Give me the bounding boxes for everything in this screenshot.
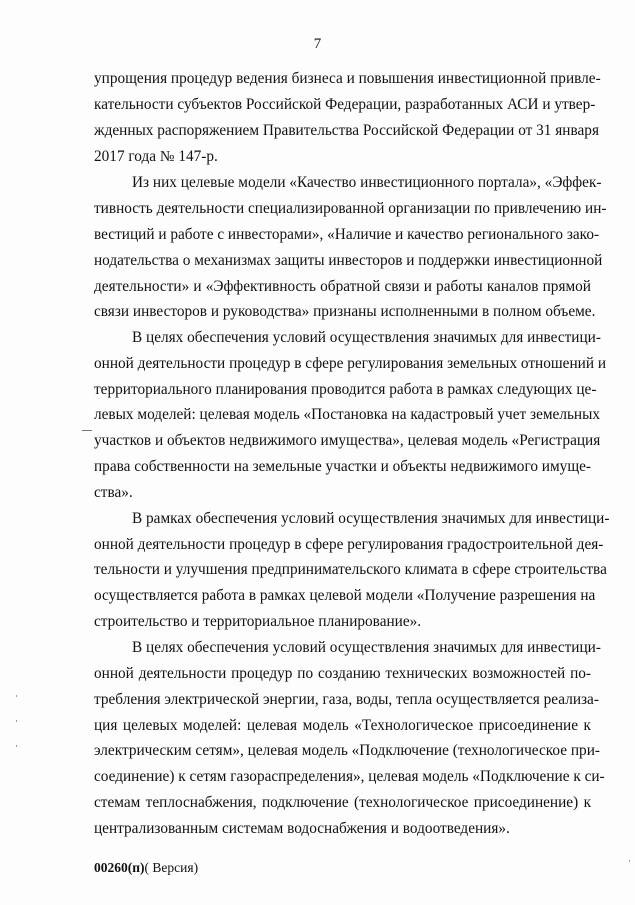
paragraph-4-line-2: онной деятельности процедур в сфере регулирования градостроительной дея- <box>94 536 604 553</box>
paragraph-2-line-4: нодательства о механизмах защиты инвесторов и поддержки инвестиционной <box>94 252 603 269</box>
paragraph-4-line-4: осуществляется работа в рамках целевой модели «Получение разрешения на <box>94 587 596 604</box>
paragraph-4-line-5: строительство и территориальное планирование». <box>94 613 422 630</box>
paragraph-5-line-3: требления электрической энергии, газа, воды, тепла осуществляется реализа- <box>94 691 599 708</box>
scan-speck <box>16 695 17 697</box>
paragraph-1-line-2: кательности субъектов Российской Федерации, разработанных АСИ и утвер- <box>94 96 596 113</box>
document-code: 00260(п) <box>94 860 145 875</box>
paragraph-3-line-3: территориального планирования проводится работа в рамках следующих це- <box>94 381 597 398</box>
paragraph-3-line-1: В целях обеспечения условий осуществления значимых для инвестици- <box>132 329 601 346</box>
paragraph-1-line-3: жденных распоряжением Правительства Российской Федерации от 31 января <box>94 122 599 139</box>
paragraph-2-line-3: вестиций и работе с инвесторами», «Наличие и качество регионального зако- <box>94 226 600 243</box>
document-version: ( Версия) <box>144 860 199 875</box>
paragraph-5-line-5: электрическим сетям», целевая модель «Подключение (технологическое при- <box>94 742 600 759</box>
scan-speck <box>629 860 630 862</box>
paragraph-1-line-4: 2017 года № 147-р. <box>94 148 218 165</box>
paragraph-4-line-1: В рамках обеспечения условий осуществления значимых для инвестици- <box>132 510 610 527</box>
paragraph-1-line-1: упрощения процедур ведения бизнеса и повышения инвестиционной привле- <box>94 70 601 87</box>
paragraph-3-line-5: участков и объектов недвижимого имущества», целевая модель «Регистрация <box>94 432 601 449</box>
paragraph-3-line-6: права собственности на земельные участки и объекты недвижимого имуще- <box>94 458 591 475</box>
paragraph-3-line-7: ства». <box>94 484 133 501</box>
paragraph-2-line-1: Из них целевые модели «Качество инвестиционного портала», «Эффек- <box>132 174 602 191</box>
paragraph-5-line-1: В целях обеспечения условий осуществления значимых для инвестици- <box>132 639 601 656</box>
paragraph-4-line-3: тельности и улучшения предпринимательского климата в сфере строительства <box>94 561 607 578</box>
paragraph-2-line-5: деятельности» и «Эффективность обратной связи и работы каналов прямой <box>94 278 591 295</box>
paragraph-3-line-4: левых моделей: целевая модель «Постановка на кадастровый учет земельных <box>94 406 601 423</box>
paragraph-5-line-2: онной деятельности процедур по созданию технических возможностей по- <box>94 665 591 682</box>
paragraph-5-line-6: соединение) к сетям газораспределения», целевая модель «Подключение к си- <box>94 768 605 785</box>
document-footer <box>94 860 198 876</box>
paragraph-2-line-2: тивность деятельности специализированной организации по привлечению ин- <box>94 200 607 217</box>
paragraph-3-line-2: онной деятельности процедур в сфере регулирования земельных отношений и <box>94 355 607 372</box>
scan-speck <box>16 720 17 722</box>
paragraph-5-line-4: ция целевых моделей: целевая модель «Технологическое присоединение к <box>94 717 591 734</box>
paragraph-5-line-7: стемам теплоснабжения, подключение (технологическое присоединение) к <box>94 794 591 811</box>
paragraph-5-line-8: централизованным системам водоснабжения и водоотведения». <box>94 820 510 837</box>
paragraph-2-line-6: связи инвесторов и руководства» признаны исполненными в полном объеме. <box>94 303 596 320</box>
margin-mark <box>82 430 92 431</box>
page-number: 7 <box>313 36 322 52</box>
scan-speck <box>16 745 17 747</box>
